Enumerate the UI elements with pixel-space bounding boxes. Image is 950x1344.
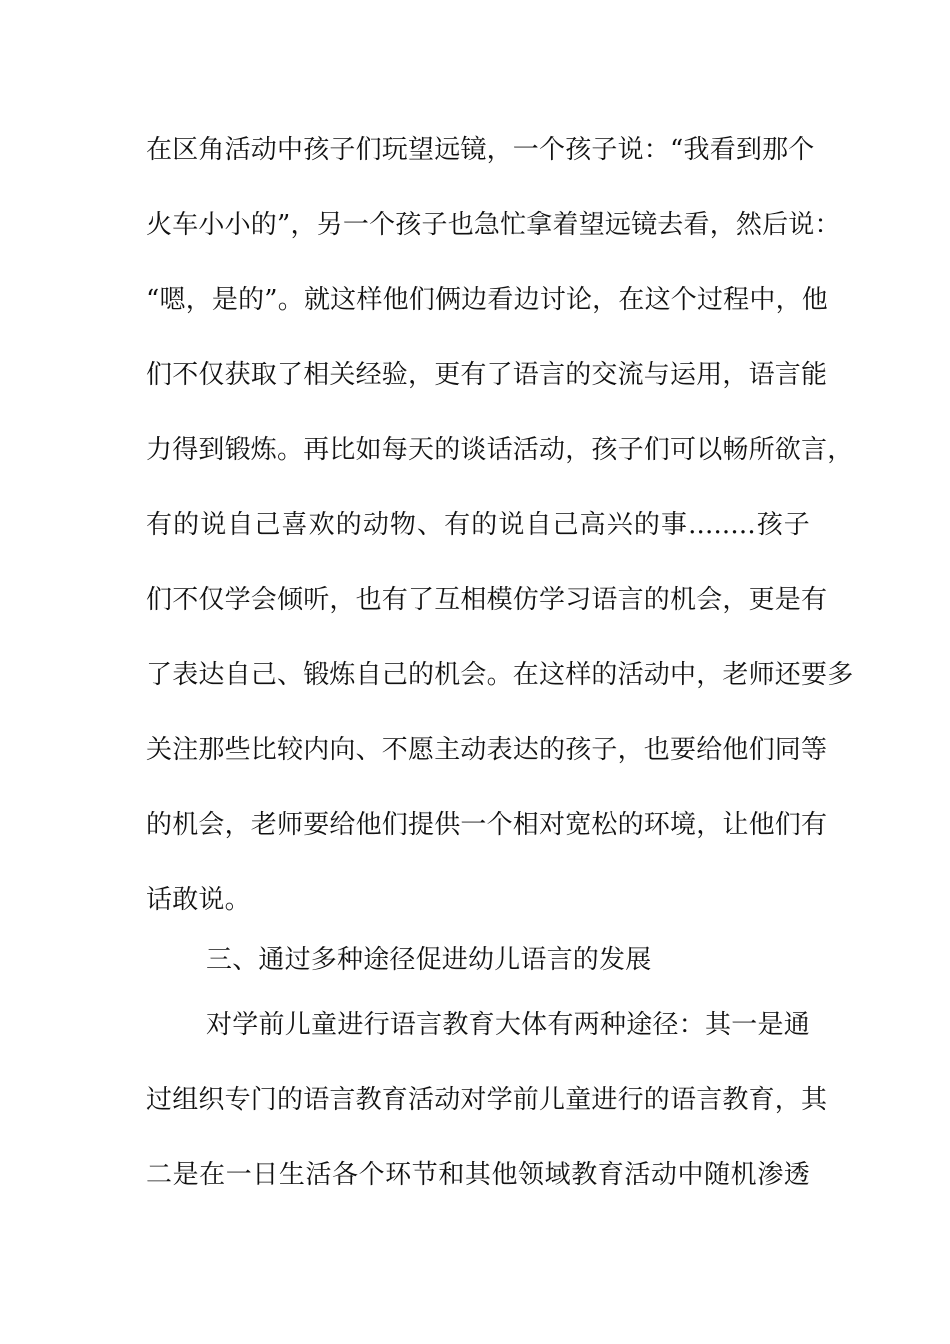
- body-text-line: 有的说自己喜欢的动物、有的说自己高兴的事........孩子: [146, 510, 810, 540]
- body-text-line: 火车小小的”，另一个孩子也急忙拿着望远镜去看，然后说：: [146, 210, 841, 240]
- body-text-line: 在区角活动中孩子们玩望远镜，一个孩子说：“我看到那个: [146, 135, 815, 165]
- body-text-line: 了表达自己、锻炼自己的机会。在这样的活动中，老师还要多: [146, 660, 854, 690]
- body-text-line: 二是在一日生活各个环节和其他领域教育活动中随机渗透: [146, 1160, 810, 1190]
- paragraph-first-line: 对学前儿童进行语言教育大体有两种途径：其一是通: [206, 1010, 810, 1040]
- section-heading: 三、通过多种途径促进幼儿语言的发展: [206, 945, 652, 975]
- body-text-line: 过组织专门的语言教育活动对学前儿童进行的语言教育，其: [146, 1085, 828, 1115]
- body-text-line: 力得到锻炼。再比如每天的谈话活动，孩子们可以畅所欲言，: [146, 435, 854, 465]
- body-text-line: 的机会，老师要给他们提供一个相对宽松的环境，让他们有: [146, 810, 828, 840]
- body-text-line: 话敢说。: [146, 885, 251, 915]
- body-text-line: 关注那些比较内向、不愿主动表达的孩子，也要给他们同等: [146, 735, 828, 765]
- body-text-line: 们不仅学会倾听，也有了互相模仿学习语言的机会，更是有: [146, 585, 828, 615]
- body-text-line: 们不仅获取了相关经验，更有了语言的交流与运用，语言能: [146, 360, 828, 390]
- body-text-line: “嗯，是的”。就这样他们俩边看边讨论，在这个过程中，他: [146, 285, 828, 315]
